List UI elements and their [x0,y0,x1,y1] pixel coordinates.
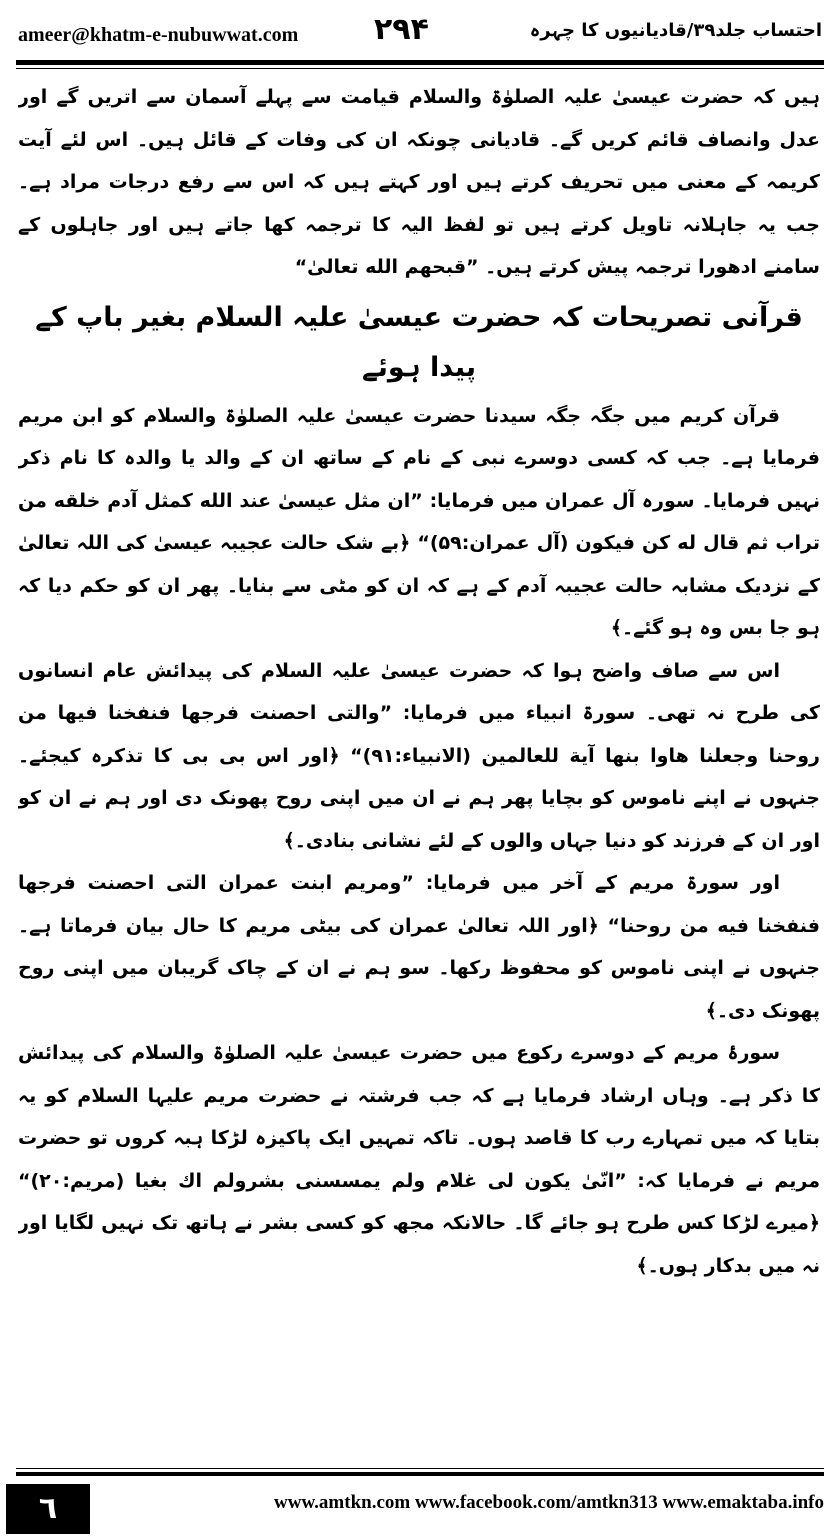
paragraph-4-translation: ﴿اور اللہ تعالیٰ عمران کی بیٹی مریم کا حال بیان فرماتا ہے۔ جنہوں نے اپنی ناموس کو محفوظ رکھا۔ سو ہم نے ان کے چاک گریبان میں اپنی روح پھونک دی۔﴾ [18,914,820,1022]
paragraph-4 [18,862,820,1032]
paragraph-5-text: سورۂ مریم کے دوسرے رکوع میں حضرت عیسیٰ علیہ الصلوٰۃ والسلام کی پیدائش کا ذکر ہے۔ وہاں ارشاد فرمایا ہے کہ جب فرشتہ نے حضرت مریم علیہا السلام کو یہ بتایا کہ میں تمہارے رب کا قاصد ہوں۔ تاکہ تمہیں ایک پاکیزہ لڑکا ہبہ کروں تو حضرت مریم نے فرمایا کہ: [18,1042,820,1192]
paragraph-1 [18,76,820,289]
paragraph-1-arabic-quote: ”قبحهم الله تعالیٰ“ [294,256,479,278]
paragraph-5-translation: ﴿میرے لڑکا کس طرح ہو جائے گا۔ حالانکہ مجھ کو کسی بشر نے ہاتھ تک نہیں لگایا اور نہ میں بدکار ہوں۔﴾ [18,1212,820,1277]
paragraph-1-text: ہیں کہ حضرت عیسیٰ علیہ الصلوٰۃ والسلام قیامت سے پہلے آسمان سے اتریں گے اور عدل وانصاف قائم کریں گے۔ قادیانی چونکہ ان کی وفات کے قائل ہیں۔ اس لئے آیت کریمہ کے معنی میں تحریف کرتے ہیں اور کہتے ہیں کہ اس سے رفع درجات مراد ہے۔ جب یہ جاہلانہ تاویل کرتے ہیں تو لفظ الیہ کا ترجمہ کھا جاتے ہیں اور جاہلوں کے سامنے ادھورا ترجمہ پیش کرتے ہیں۔ [18,86,820,278]
header-page-number: ۲۹۴ [374,12,429,47]
paragraph-3-translation: ﴿اور اس بی بی کا تذکرہ کیجئے۔ جنہوں نے اپنے ناموس کو بچایا پھر ہم نے ان میں اپنی روح پھونک دی اور ہم نے ان کو اور ان کے فرزند کو دنیا جہاں والوں کے لئے نشانی بنادی۔﴾ [18,744,820,852]
paragraph-5 [18,1032,820,1287]
paragraph-2-translation: ﴿بے شک حالت عجیبہ عیسیٰ کی اللہ تعالیٰ کے نزدیک مشابہ حالت عجیبہ آدم کے ہے کہ ان کو مٹی سے بنایا۔ پھر ان کو حکم دیا کہ ہو جا بس وہ ہو گئے۔﴾ [18,532,820,639]
footer-rule-thick [16,1472,824,1476]
page-footer [0,1468,840,1540]
footer-links: www.amtkn.com www.facebook.com/amtkn313 www.emaktaba.info [274,1492,824,1513]
paragraph-3-arabic-quote: ”والتی احصنت فرجها فنفخنا فیها من روحنا وجعلنا هاوا بنها آیة للعالمین (الانبیاء:۹۱)“ [18,702,820,767]
paragraph-3-text: اس سے صاف واضح ہوا کہ حضرت عیسیٰ علیہ السلام کی پیدائش عام انسانوں کی طرح نہ تھی۔ سورۃ انبیاء میں فرمایا: [18,659,820,724]
header-email: ameer@khatm-e-nubuwwat.com [18,24,299,46]
footer-page-number: ٦ [6,1484,90,1534]
paragraph-2 [18,395,820,650]
paragraph-4-text: اور سورۃ مریم کے آخر میں فرمایا: [425,872,780,894]
section-heading: قرآنی تصریحات کہ حضرت عیسیٰ علیہ السلام بغیر باپ کے پیدا ہوئے [35,301,803,383]
paragraph-5-arabic-quote: ”انّیٰ یکون لی غلام ولم یمسسنی بشرولم اك بغیا (مریم:۲۰)“ [18,1169,627,1192]
header-rule-thick [16,60,824,65]
paragraph-3 [18,650,820,863]
header-running-title: احتساب جلد۳۹/قادیانیوں کا چہرہ [529,20,822,41]
header-rule-thin [16,68,824,69]
paragraph-2-arabic-quote: ”ان مثل عیسیٰ عند الله کمثل آدم خلقه من تراب ثم قال له کن فیکون (آل عمران:۵۹)“ [18,489,820,554]
footer-rule-thin [16,1468,824,1469]
page-content [18,76,820,1456]
paragraph-2-text: قرآن کریم میں جگہ جگہ سیدنا حضرت عیسیٰ علیہ الصلوٰۃ والسلام کو ابن مریم فرمایا ہے۔ جب کہ کسی دوسرے نبی کے نام کے ساتھ ان کے والد یا والدہ کا نام ذکر نہیں فرمایا۔ سورہ آل عمران میں فرمایا: [18,404,820,512]
page-header [18,10,822,54]
paragraph-4-arabic-quote: ”ومریم ابنت عمران التی احصنت فرجها فنفخنا فیه من روحنا“ [18,872,820,937]
